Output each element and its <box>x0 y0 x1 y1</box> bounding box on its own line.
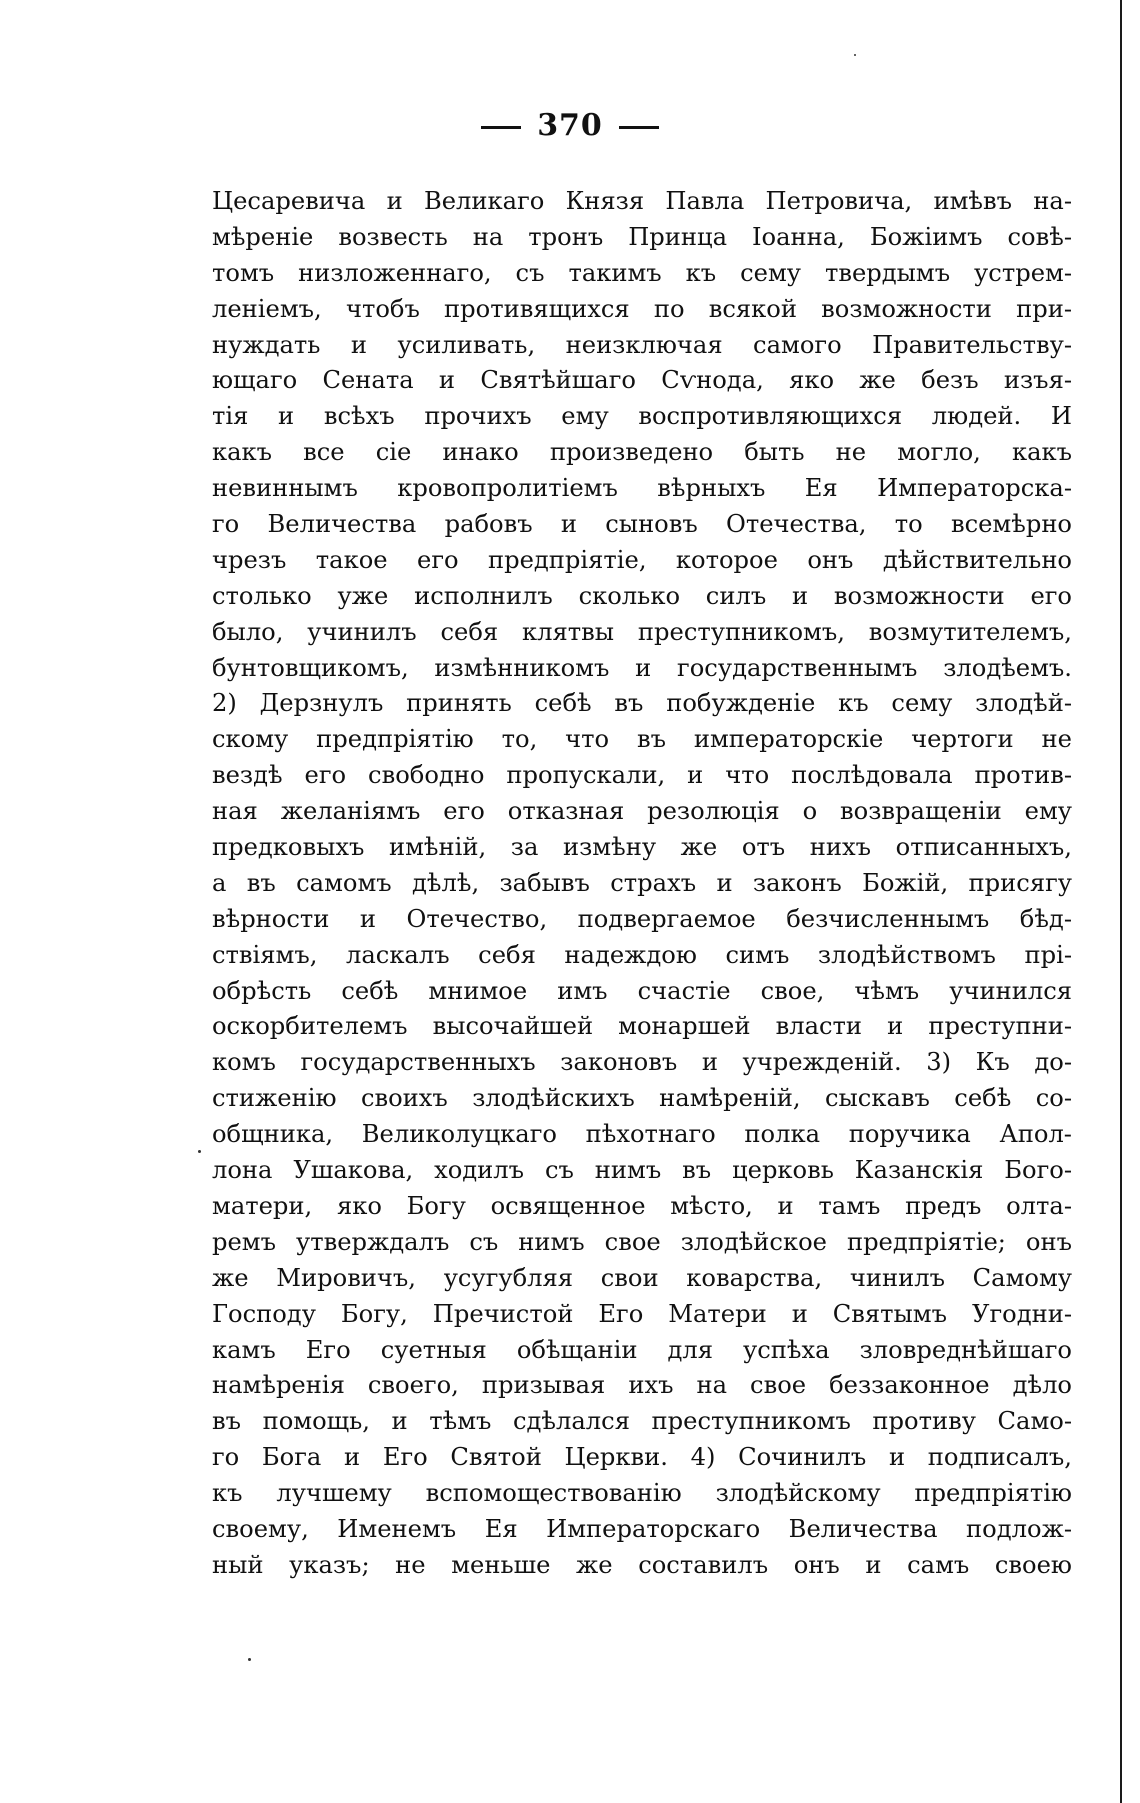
text-line: Господу Богу, Пречистой Его Матери и Святымъ Угодни- <box>212 1299 1072 1328</box>
text-line: какъ все сіе инако произведено быть не могло, какъ <box>212 438 1072 467</box>
text-line: ремъ утверждалъ съ нимъ свое злодѣйское предпріятіе; онъ <box>212 1227 1072 1256</box>
text-line: столько уже исполнилъ сколько силъ и возможности его <box>212 581 1072 610</box>
text-line: го Бога и Его Святой Церкви. 4) Сочинилъ и подписалъ, <box>212 1443 1072 1472</box>
header-dash-left <box>481 126 521 129</box>
text-line: было, учинилъ себя клятвы преступникомъ, возмутителемъ, <box>212 617 1072 646</box>
text-line: намѣренія своего, призывая ихъ на свое беззаконное дѣло <box>212 1371 1072 1400</box>
text-line: 2) Дерзнулъ принять себѣ въ побужденіе къ сему злодѣй- <box>212 689 1072 718</box>
text-line: лона Ушакова, ходилъ съ нимъ въ церковь Казанскія Бого- <box>212 1156 1072 1185</box>
text-line: скому предпріятію то, что въ императорскіе чертоги не <box>212 725 1072 754</box>
scan-speck <box>198 1150 201 1153</box>
text-line: ная желаніямъ его отказная резолюція о возвращеніи ему <box>212 797 1072 826</box>
text-line: въ помощь, и тѣмъ сдѣлался преступникомъ противу Само- <box>212 1407 1072 1436</box>
text-line: тія и всѣхъ прочихъ ему воспротивляющихся людей. И <box>212 402 1072 431</box>
text-line: мѣреніе возвесть на тронъ Принца Іоанна, Божіимъ совѣ- <box>212 222 1072 251</box>
text-line: бунтовщикомъ, измѣнникомъ и государственнымъ злодѣемъ. <box>212 653 1072 682</box>
header-dash-right <box>619 126 659 129</box>
text-line: леніемъ, чтобъ противящихся по всякой возможности при- <box>212 294 1072 323</box>
text-line: стиженію своихъ злодѣйскихъ намѣреній, сыскавъ себѣ со- <box>212 1084 1072 1113</box>
text-line: обрѣсть себѣ мнимое имъ счастіе свое, чѣмъ учинился <box>212 976 1072 1005</box>
text-line: же Мировичъ, усугубляя свои коварства, чинилъ Самому <box>212 1263 1072 1292</box>
page-number: 370 <box>537 108 603 143</box>
page-header <box>0 108 1140 143</box>
text-line: ствіямъ, ласкалъ себя надеждою симъ злодѣйствомъ прі- <box>212 940 1072 969</box>
scan-speck <box>854 54 856 56</box>
body-text <box>212 184 1072 1584</box>
text-line: общника, Великолуцкаго пѣхотнаго полка поручика Апол- <box>212 1120 1072 1149</box>
text-line: къ лучшему вспомоществованію злодѣйскому предпріятію <box>212 1479 1072 1508</box>
text-line: томъ низложеннаго, съ такимъ къ сему твердымъ устрем- <box>212 258 1072 287</box>
text-line: Цесаревича и Великаго Князя Павла Петровича, имѣвъ на- <box>212 187 1072 215</box>
text-line: невиннымъ кровопролитіемъ вѣрныхъ Ея Императорска- <box>212 474 1072 503</box>
page-edge-line <box>1120 0 1122 1803</box>
text-line: предковыхъ имѣній, за измѣну же отъ нихъ отписанныхъ, <box>212 833 1072 862</box>
text-line: камъ Его суетныя обѣщаніи для успѣха зловреднѣйшаго <box>212 1335 1072 1364</box>
text-line: ный указъ; не меньше же составилъ онъ и самъ своею <box>212 1550 1072 1579</box>
text-line: своему, Именемъ Ея Императорскаго Величества подлож- <box>212 1514 1072 1543</box>
text-line: нуждать и усиливать, неизключая самого Правительству- <box>212 330 1072 359</box>
text-line: а въ самомъ дѣлѣ, забывъ страхъ и законъ Божій, присягу <box>212 868 1072 897</box>
text-line: оскорбителемъ высочайшей монаршей власти и преступни- <box>212 1012 1072 1041</box>
text-line: чрезъ такое его предпріятіе, которое онъ дѣйствительно <box>212 545 1072 574</box>
text-line: матери, яко Богу освященное мѣсто, и тамъ предъ олта- <box>212 1191 1072 1220</box>
text-line: го Величества рабовъ и сыновъ Отечества, то всемѣрно <box>212 510 1072 539</box>
text-line: вѣрности и Отечество, подвергаемое безчисленнымъ бѣд- <box>212 904 1072 933</box>
text-line: ющаго Сената и Святѣйшаго Сѵнода, яко же безъ изъя- <box>212 366 1072 395</box>
text-line: вездѣ его свободно пропускали, и что послѣдовала против- <box>212 761 1072 790</box>
scan-speck <box>248 1658 251 1661</box>
text-line: комъ государственныхъ законовъ и учрежденій. 3) Къ до- <box>212 1048 1072 1077</box>
